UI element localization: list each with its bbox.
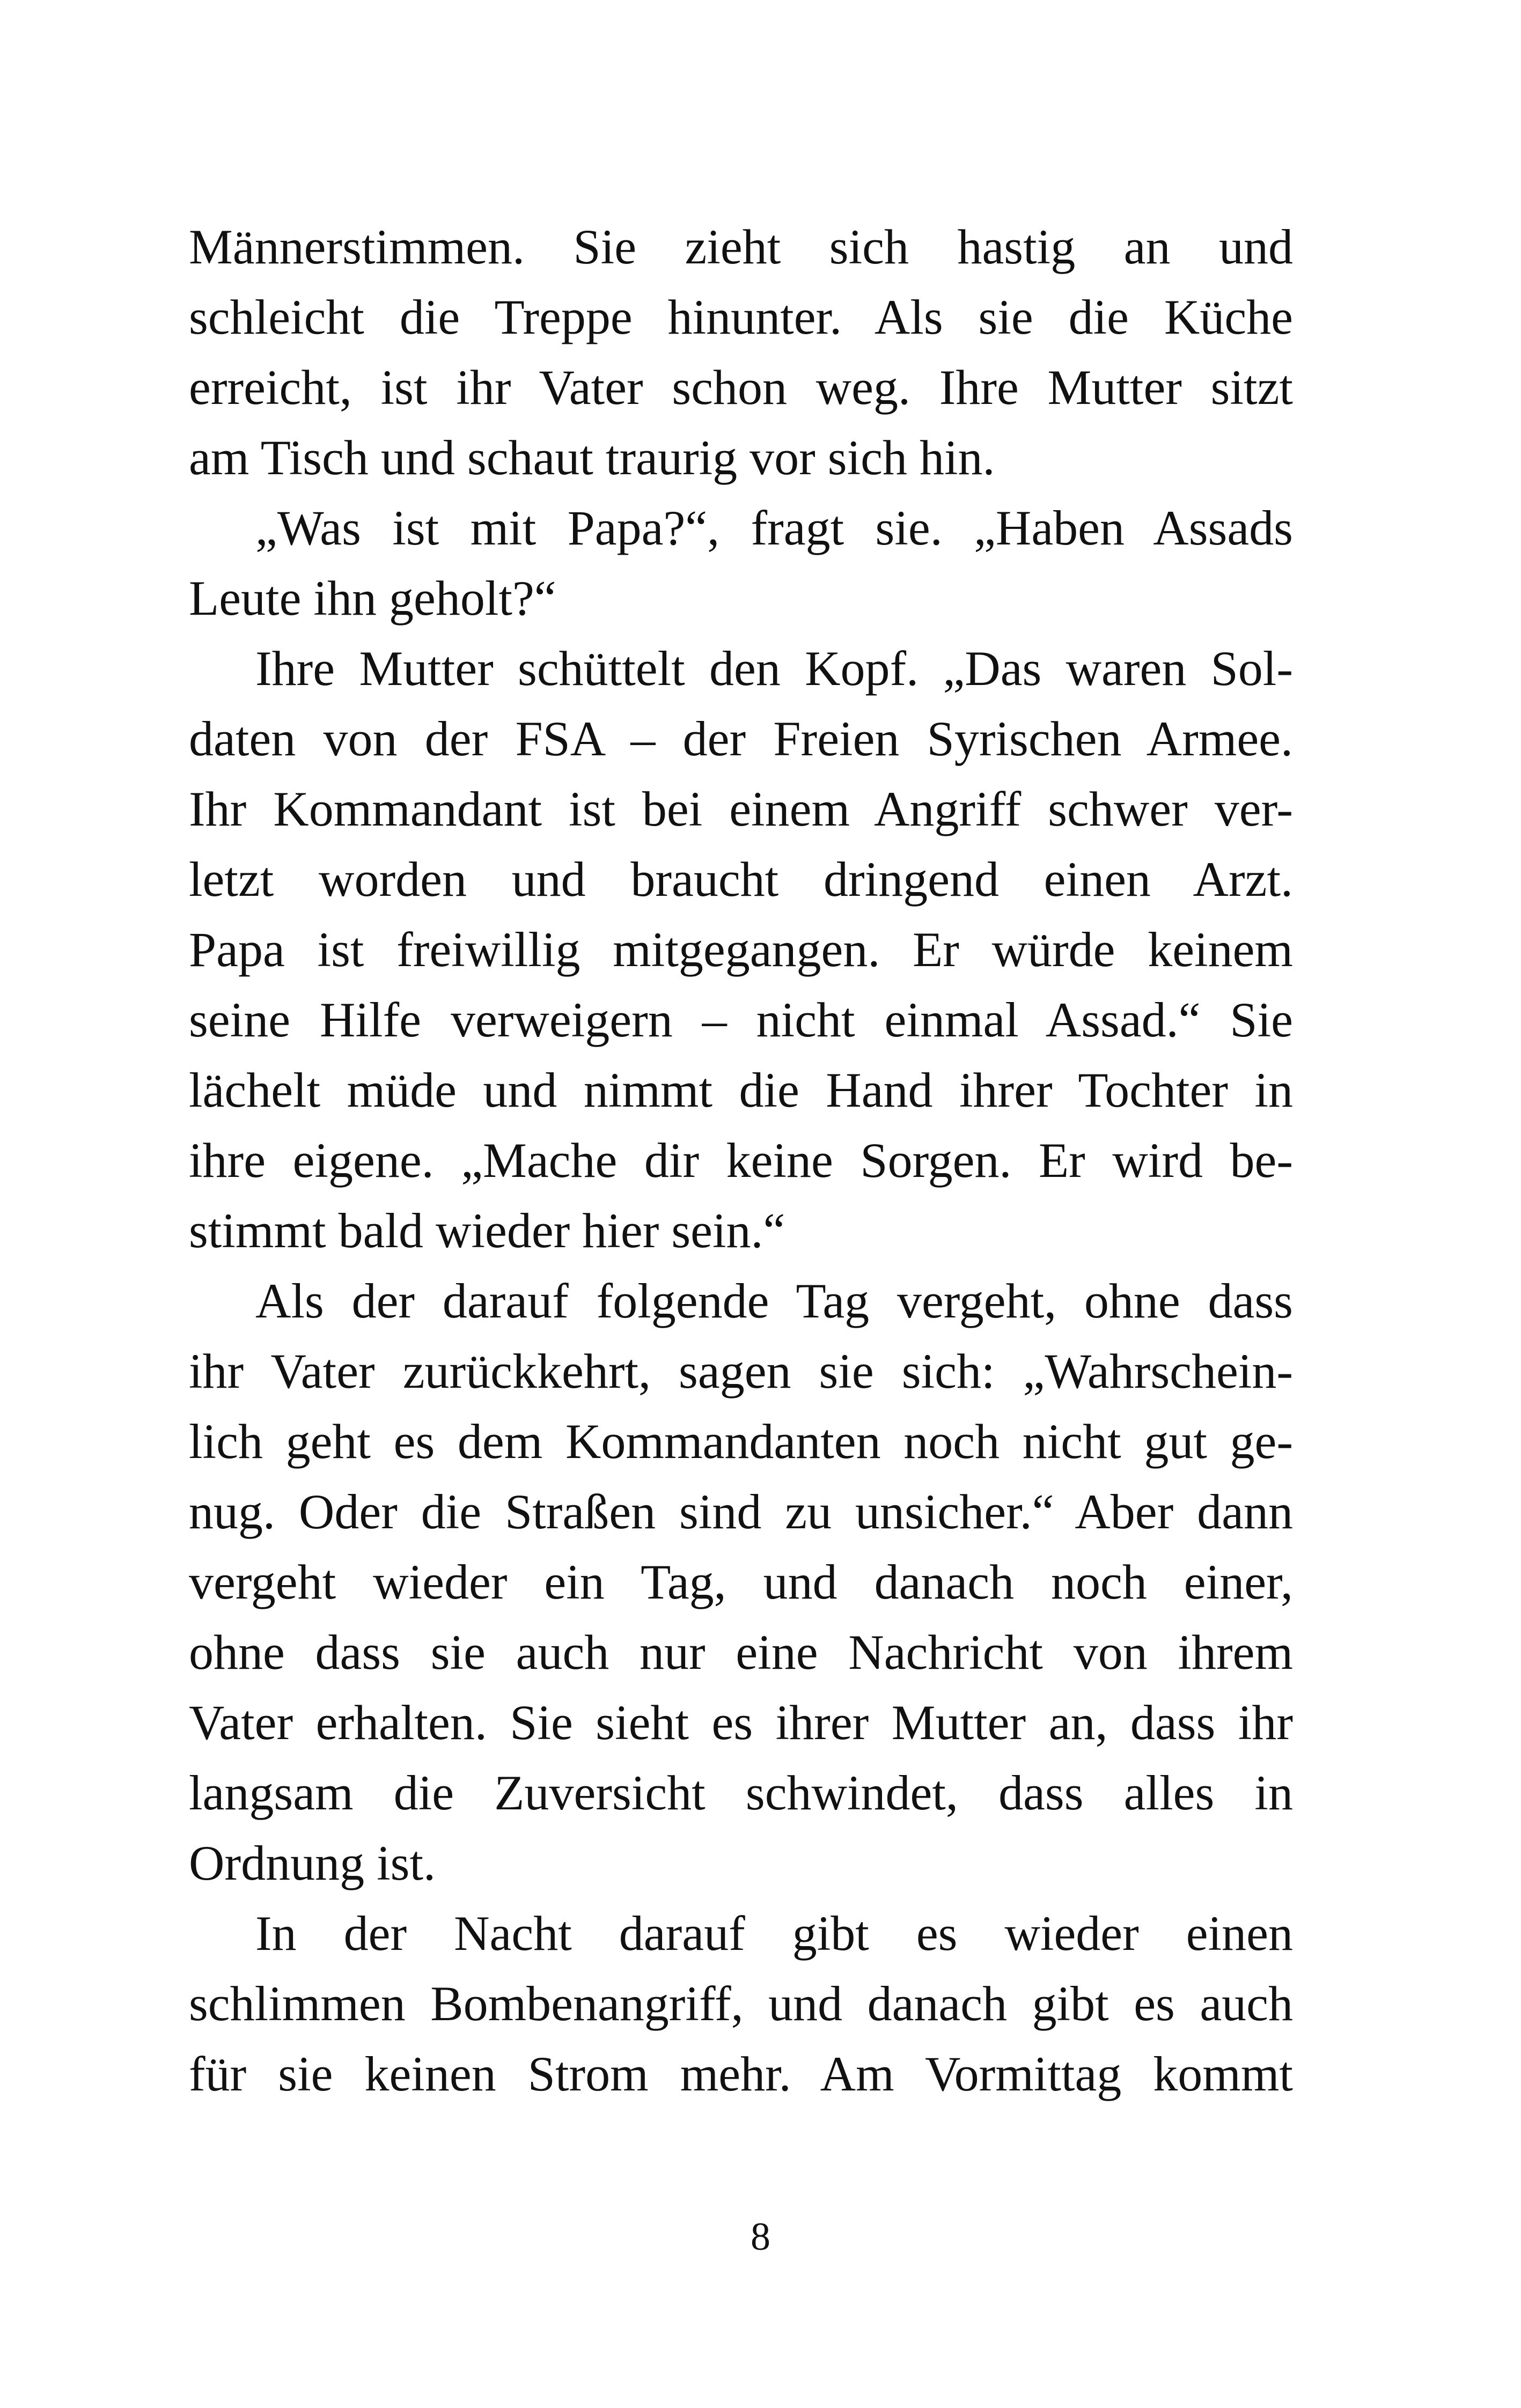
text-line: Ordnung ist. — [189, 1836, 436, 1890]
page-number: 8 — [751, 2215, 770, 2259]
text-line: schlimmen Bombenangriff, und danach gibt es auch — [189, 1976, 1293, 2031]
text-line: ihr Vater zurückkehrt, sagen sie sich: „Wahrschein- — [189, 1344, 1293, 1398]
paragraph — [189, 493, 1293, 634]
text-line: Ihr Kommandant ist bei einem Angriff schwer ver- — [189, 782, 1293, 836]
paragraph — [189, 212, 1293, 493]
body-text — [189, 212, 1293, 2109]
text-line: letzt worden und braucht dringend einen Arzt. — [189, 852, 1293, 907]
text-line: Als der darauf folgende Tag vergeht, ohne dass — [255, 1273, 1293, 1328]
text-line: Ihre Mutter schüttelt den Kopf. „Das waren Sol- — [255, 641, 1293, 696]
text-line: stimmt bald wieder hier sein.“ — [189, 1203, 785, 1258]
text-line: Papa ist freiwillig mitgegangen. Er würde keinem — [189, 922, 1293, 977]
text-line: seine Hilfe verweigern – nicht einmal Assad.“ Sie — [189, 992, 1293, 1047]
text-line: Männerstimmen. Sie zieht sich hastig an und — [189, 219, 1293, 274]
text-line: Vater erhalten. Sie sieht es ihrer Mutter an, dass ihr — [189, 1695, 1293, 1750]
paragraph — [189, 1266, 1293, 1898]
text-line: langsam die Zuversicht schwindet, dass alles in — [189, 1765, 1293, 1820]
text-line: lächelt müde und nimmt die Hand ihrer Tochter in — [189, 1063, 1293, 1117]
text-line: lich geht es dem Kommandanten noch nicht gut ge- — [189, 1414, 1293, 1469]
text-line: erreicht, ist ihr Vater schon weg. Ihre Mutter sitzt — [189, 360, 1293, 415]
text-line: für sie keinen Strom mehr. Am Vormittag kommt — [189, 2046, 1293, 2101]
text-line: ihre eigene. „Mache dir keine Sorgen. Er wird be- — [189, 1133, 1293, 1188]
paragraph — [189, 634, 1293, 1266]
text-line: „Was ist mit Papa?“, fragt sie. „Haben Assads — [255, 500, 1293, 555]
text-line: In der Nacht darauf gibt es wieder einen — [255, 1906, 1293, 1961]
text-line: ohne dass sie auch nur eine Nachricht von ihrem — [189, 1625, 1293, 1680]
text-line: schleicht die Treppe hinunter. Als sie die Küche — [189, 290, 1293, 344]
text-line: am Tisch und schaut traurig vor sich hin. — [189, 430, 995, 485]
text-line: vergeht wieder ein Tag, und danach noch einer, — [189, 1555, 1293, 1609]
text-line: Leute ihn geholt?“ — [189, 571, 556, 625]
text-line: nug. Oder die Straßen sind zu unsicher.“ Aber dann — [189, 1484, 1293, 1539]
paragraph — [189, 1898, 1293, 2109]
text-line: daten von der FSA – der Freien Syrischen Armee. — [189, 711, 1293, 766]
